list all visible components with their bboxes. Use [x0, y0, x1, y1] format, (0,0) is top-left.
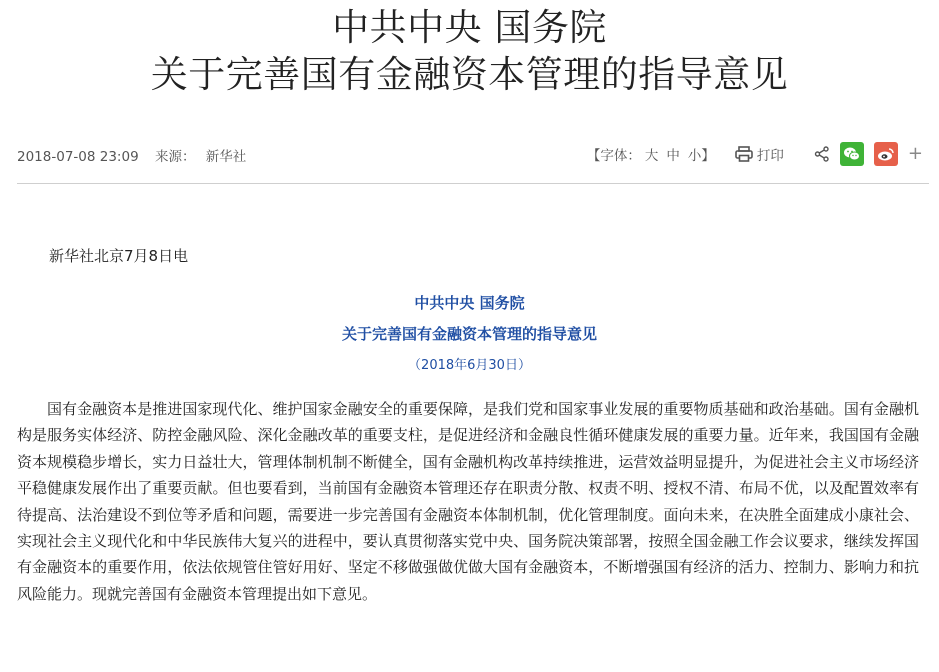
- weibo-share-button[interactable]: [874, 142, 898, 166]
- print-label: 打印: [756, 148, 784, 164]
- document-title-line-1: 中共中央 国务院: [414, 294, 525, 312]
- article-paragraph: 国有金融资本是推进国家现代化、维护国家金融安全的重要保障，是我们党和国家事业发展的重要物质基础和政治基础。国有金融机构是服务实体经济、防控金融风险、深化金融改革的重要支柱，是促进经济和金融良性循环健康发展的重要力量。近年来，我国国有金融资本规模稳步增长，实力日益壮大，管理体制机制不断健全，国有金融机构改革持续推进，运营效益明显提升，为促进社会主义市场经济平稳健康发展作出了重要贡献。但也要看到，当前国有金融资本管理还存在职责分散、权责不明、授权不清、布局不优，以及配置效率有待提高、法治建设不到位等矛盾和问题，需要进一步完善国有金融资本体制机制，优化管理制度。面向未来，在决胜全面建成小康社会、实现社会主义现代化和中华民族伟大复兴的进程中，要认真贯彻落实党中央、国务院决策部署，按照全国金融工作会议要求，继续发挥国有金融资本的重要作用，依法依规管住管好用好、坚定不移做强做优做大国有金融资本，不断增强国有经济的活力、控制力、影响力和抗风险能力。现就完善国有金融资本管理提出如下意见。: [17, 400, 919, 603]
- share-button[interactable]: [814, 146, 830, 162]
- document-date: （2018年6月30日）: [408, 358, 531, 373]
- font-size-control: [587, 144, 715, 164]
- share-icon: [814, 146, 830, 162]
- more-share-button[interactable]: +: [907, 143, 923, 164]
- print-button[interactable]: [735, 144, 784, 164]
- font-size-medium-button[interactable]: 中: [666, 148, 680, 164]
- source-name: 新华社: [205, 149, 247, 165]
- article-meta-bar: [17, 139, 929, 184]
- print-icon: [735, 146, 753, 162]
- wechat-icon: [843, 146, 861, 162]
- publish-datetime: 2018-07-08 23:09: [17, 149, 139, 165]
- document-title-line-2: 关于完善国有金融资本管理的指导意见: [341, 325, 597, 343]
- font-size-label: 【字体：: [586, 148, 641, 164]
- headline-line-2: 关于完善国有金融资本管理的指导意见: [150, 53, 789, 96]
- headline-line-1: 中共中央 国务院: [332, 6, 607, 49]
- article-tools: [587, 141, 923, 167]
- headline: [0, 4, 939, 98]
- weibo-icon: [877, 146, 895, 162]
- font-size-small-button[interactable]: 小】: [687, 148, 715, 164]
- source-label: 来源：: [154, 149, 196, 165]
- wechat-share-button[interactable]: [840, 142, 864, 166]
- article-meta: [17, 145, 258, 165]
- dateline: 新华社北京7月8日电: [49, 247, 189, 265]
- font-size-large-button[interactable]: 大: [644, 148, 659, 164]
